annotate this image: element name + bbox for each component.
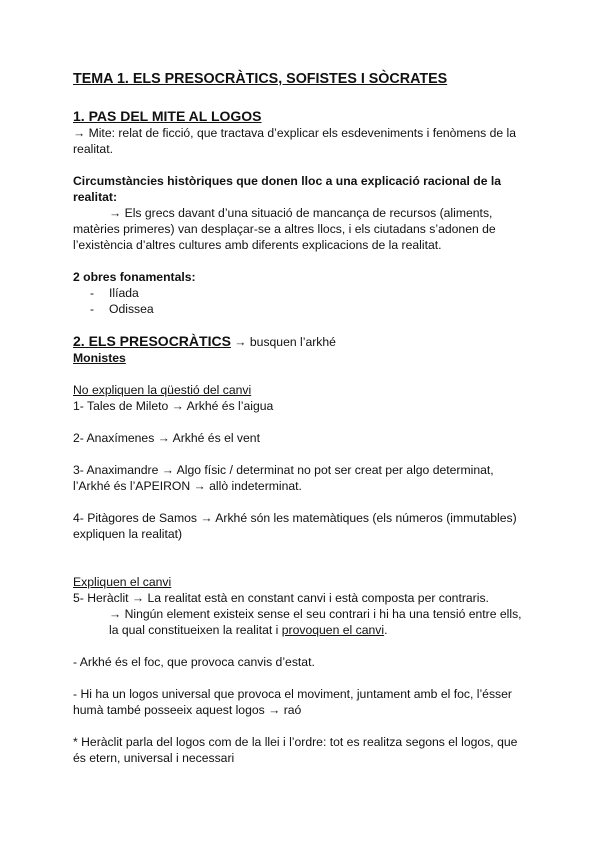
heraclitus-line-3-underlined: provoquen el canvi [281, 623, 385, 637]
thales-line: 1- Tales de Mileto → Arkhé és l’aigua [73, 399, 274, 413]
list-item-text: Odissea [109, 302, 154, 316]
heraclitus-line-3-end: . [384, 623, 388, 637]
mite-definition-line-1: → Mite: relat de ficció, que tractava d’explicar els esdeveniments i fenòmens de la [73, 126, 517, 140]
section-1-heading: 1. PAS DEL MITE AL LOGOS [73, 108, 262, 124]
pythagoras-line-2: expliquen la realitat) [73, 527, 183, 541]
logos-line-1: - Hi ha un logos universal que provoca el moviment, juntament amb el foc, l’ésser [73, 687, 512, 701]
list-bullet: - [90, 302, 95, 316]
greeks-paragraph-line-2: matèries primeres) van desplaçar-se a altres llocs, i els ciutadans s’adonen de [73, 222, 496, 236]
document-title: TEMA 1. ELS PRESOCRÀTICS, SOFISTES I SÒCRATES [73, 71, 448, 87]
anaximander-line-2: l’Arkhé és l’APEIRON → allò indeterminat. [73, 479, 302, 493]
anaximander-line-1: 3- Anaximandre → Algo físic / determinat no pot ser creat per algo determinat, [73, 463, 494, 477]
note-line-1: * Heràclit parla del logos com de la llei i l’ordre: tot es realitza segons el logos, que [73, 735, 518, 749]
section-2-heading-line [73, 334, 336, 350]
pythagoras-line-1: 4- Pitàgores de Samos → Arkhé són les matemàtiques (els números (immutables) [73, 511, 517, 525]
greeks-paragraph-line-3: l’existència d’altres cultures amb diferents explicacions de la realitat. [73, 238, 442, 252]
fire-line: - Arkhé és el foc, que provoca canvis d’estat. [73, 655, 315, 669]
change-subheading: Expliquen el canvi [73, 575, 172, 589]
list-bullet: - [90, 286, 95, 300]
list-item-text: Ilíada [109, 286, 139, 300]
logos-line-2: humà també posseeix aquest logos → raó [73, 703, 302, 717]
no-change-subheading: No expliquen la qüestió del canvi [73, 383, 252, 397]
section-2-heading-tail: → busquen l’arkhé [230, 335, 336, 349]
heraclitus-line-3 [109, 623, 387, 638]
anaximenes-line: 2- Anaxímenes → Arkhé és el vent [73, 431, 260, 445]
monists-subheading: Monistes [73, 351, 126, 365]
mite-definition-line-2: realitat. [73, 142, 113, 156]
note-line-2: és etern, universal i necessari [73, 751, 235, 765]
works-heading: 2 obres fonamentals: [73, 270, 196, 284]
heraclitus-line-1: 5- Heràclit → La realitat està en constant canvi i està composta per contraris. [73, 591, 489, 605]
circumstances-heading-line-1: Circumstàncies històriques que donen lloc a una explicació racional de la [73, 174, 502, 188]
heraclitus-line-3-start: la qual constitueixen la realitat i [109, 623, 282, 637]
circumstances-heading-line-2: realitat: [73, 190, 118, 204]
section-2-heading: 2. ELS PRESOCRÀTICS [73, 333, 231, 349]
greeks-paragraph-line-1: → Els grecs davant d’una situació de mancança de recursos (aliments, [109, 206, 493, 220]
heraclitus-line-2: → Ningún element existeix sense el seu contrari i hi ha una tensió entre ells, [109, 607, 522, 621]
